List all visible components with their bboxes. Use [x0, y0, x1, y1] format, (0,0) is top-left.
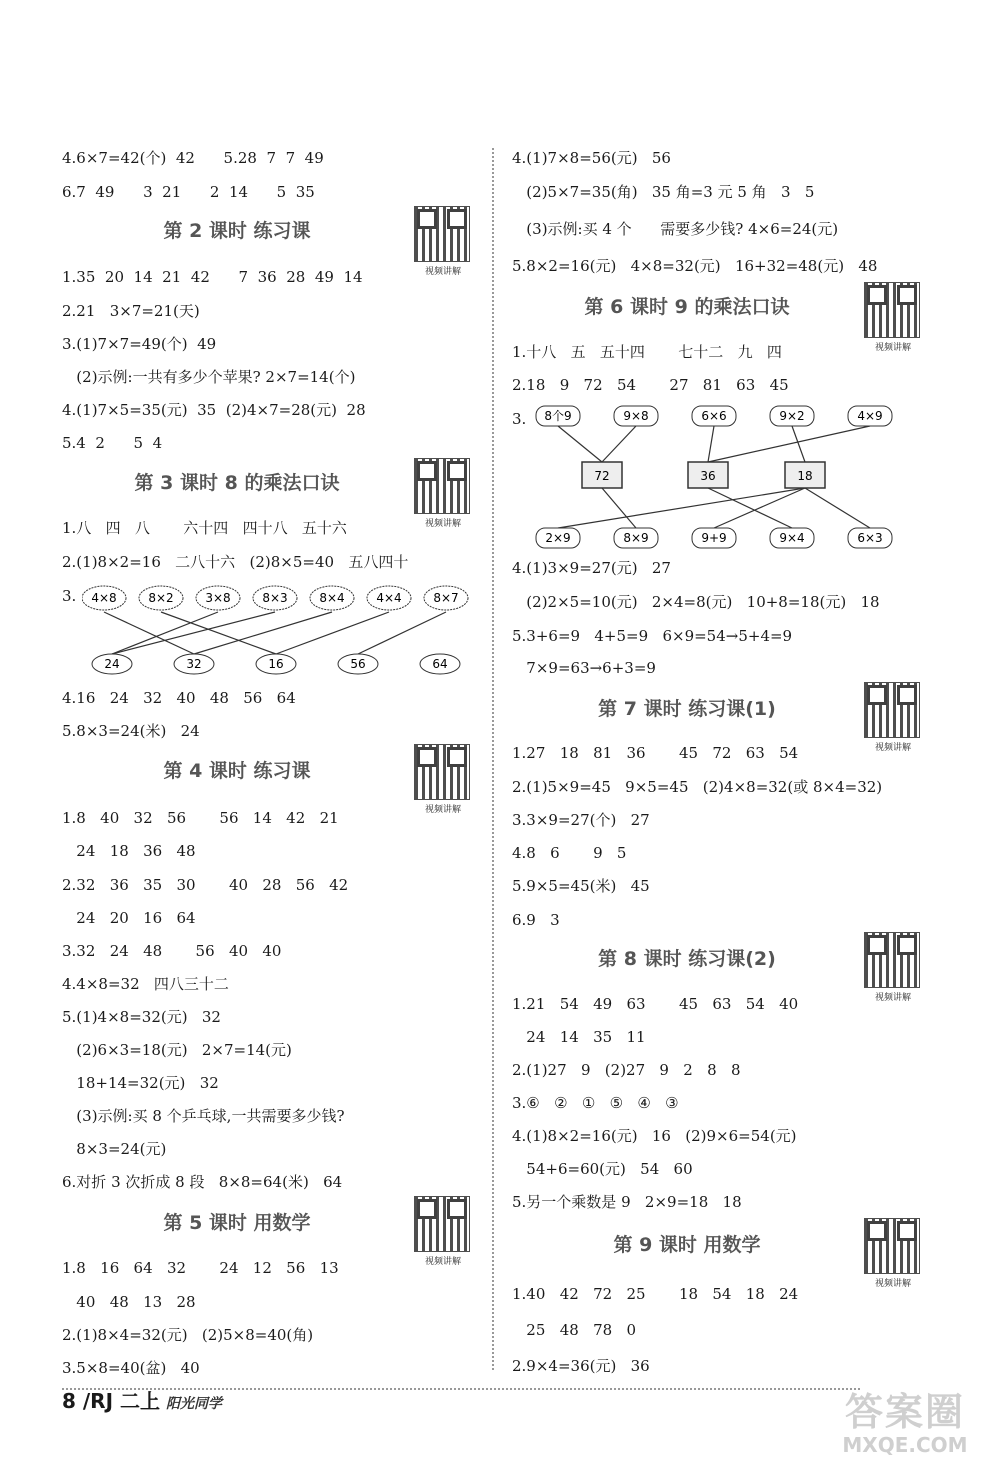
match-line: [602, 488, 636, 528]
answer-line: 18+14=32(元) 32: [62, 1074, 219, 1092]
qr-video[interactable]: [414, 1196, 472, 1267]
product-label: 36: [700, 469, 716, 483]
answer-line: 25 48 78 0: [512, 1321, 637, 1339]
brand-logo: 阳光同学: [166, 1396, 222, 1412]
match-line: [558, 426, 602, 462]
page-footer: [62, 1385, 222, 1414]
qr-caption: 视频讲解: [424, 519, 461, 529]
answer-line: 1.八 四 八 六十四 四十八 五十六: [62, 519, 347, 537]
expression-label: 4×8: [91, 591, 117, 605]
match-line: [602, 426, 636, 462]
qr-code-icon: [414, 744, 470, 800]
answer-line: 5.8×3=24(米) 24: [62, 722, 200, 740]
watermark-logo: [830, 1390, 980, 1460]
answer-line: 5.4 2 5 4: [62, 434, 163, 452]
lesson-heading: 第 9 课时 用数学: [613, 1234, 761, 1256]
qr-code-icon: [864, 682, 920, 738]
lesson-heading: 第 4 课时 练习课: [163, 760, 311, 782]
match-line: [708, 426, 714, 462]
answer-line: 1.8 16 64 32 24 12 56 13: [62, 1259, 339, 1277]
answer-line: 5.9×5=45(米) 45: [512, 877, 650, 895]
answer-line: (3)示例:买 4 个 需要多少钱? 4×6=24(元): [512, 220, 839, 238]
qr-caption: 视频讲解: [874, 743, 911, 753]
lesson-heading: 第 3 课时 8 的乘法口诀: [134, 472, 340, 494]
answer-line: 6.7 49 3 21 2 14 5 35: [62, 183, 315, 201]
answer-line: 3.(1)7×7=49(个) 49: [62, 335, 217, 353]
answer-line: 3.: [62, 587, 77, 605]
match-line: [714, 488, 805, 528]
expression-label: 8×4: [319, 591, 345, 605]
qr-caption: 视频讲解: [424, 1257, 461, 1267]
expression-label: 8个9: [544, 409, 572, 423]
qr-caption: 视频讲解: [874, 993, 911, 1003]
answer-line: (2)示例:一共有多少个苹果? 2×7=14(个): [62, 368, 356, 386]
answer-line: 7×9=63→6+3=9: [512, 659, 656, 677]
product-label: 16: [268, 657, 284, 671]
expression-label: 6×3: [857, 531, 883, 545]
match-line: [558, 488, 805, 528]
answer-line: 6.对折 3 次折成 8 段 8×8=64(米) 64: [62, 1173, 343, 1191]
answer-line: 1.35 20 14 21 42 7 36 28 49 14: [62, 268, 363, 286]
qr-caption: 视频讲解: [424, 267, 461, 277]
qr-code-icon: [414, 206, 470, 262]
match-line: [708, 426, 870, 462]
column-divider: [492, 148, 494, 1370]
answer-line: 2.21 3×7=21(天): [62, 302, 200, 320]
answer-line: 1.27 18 81 36 45 72 63 54: [512, 744, 799, 762]
answer-line: 2.(1)8×2=16 二八十六 (2)8×5=40 五八四十: [62, 553, 409, 571]
product-label: 18: [797, 469, 813, 483]
answer-line: 24 20 16 64: [62, 909, 196, 927]
answer-line: (2)6×3=18(元) 2×7=14(元): [62, 1041, 292, 1059]
match-line: [792, 426, 805, 462]
answer-line: 3.⑥ ② ① ⑤ ④ ③: [512, 1094, 679, 1112]
answer-line: (3)示例:买 8 个乒乓球,一共需要多少钱?: [62, 1107, 345, 1125]
qr-code-icon: [864, 1218, 920, 1274]
match-line: [805, 488, 870, 528]
answer-line: 5.8×2=16(元) 4×8=32(元) 16+32=48(元) 48: [512, 257, 878, 275]
product-label: 72: [594, 469, 610, 483]
qr-code-icon: [414, 458, 470, 514]
qr-code-icon: [414, 1196, 470, 1252]
answer-line: 5.(1)4×8=32(元) 32: [62, 1008, 221, 1026]
answer-line: 6.9 3: [512, 911, 560, 929]
answer-line: 2.(1)8×4=32(元) (2)5×8=40(角): [62, 1326, 314, 1344]
lesson-heading: 第 6 课时 9 的乘法口诀: [584, 296, 790, 318]
product-label: 64: [432, 657, 448, 671]
product-label: 24: [104, 657, 120, 671]
expression-label: 8×2: [148, 591, 174, 605]
qr-video[interactable]: [864, 932, 922, 1003]
match-line: [194, 612, 332, 654]
qr-video[interactable]: [864, 1218, 922, 1289]
matching-diagram-8: [82, 582, 482, 682]
qr-video[interactable]: [414, 206, 472, 277]
answer-line: 4.8 6 9 5: [512, 844, 627, 862]
match-line: [112, 612, 218, 654]
qr-code-icon: [864, 932, 920, 988]
answer-line: 40 48 13 28: [62, 1293, 196, 1311]
lesson-heading: 第 5 课时 用数学: [163, 1212, 311, 1234]
answer-line: 4.6×7=42(个) 42 5.28 7 7 49: [62, 149, 324, 167]
answer-line: 3.32 24 48 56 40 40: [62, 942, 282, 960]
expression-label: 9×4: [779, 531, 805, 545]
answer-line: 24 18 36 48: [62, 842, 196, 860]
match-line: [112, 612, 275, 654]
answer-line: 2.(1)27 9 (2)27 9 2 8 8: [512, 1061, 741, 1079]
lesson-heading: 第 7 课时 练习课(1): [598, 698, 776, 720]
expression-label: 3×8: [205, 591, 231, 605]
answer-line: 3.5×8=40(盆) 40: [62, 1359, 200, 1377]
expression-label: 9+9: [701, 531, 727, 545]
expression-label: 8×7: [433, 591, 459, 605]
qr-video[interactable]: [414, 744, 472, 815]
answer-line: 4.(1)3×9=27(元) 27: [512, 559, 671, 577]
answer-line: (2)5×7=35(角) 35 角=3 元 5 角 3 5: [512, 183, 815, 201]
match-line: [161, 612, 276, 654]
expression-label: 2×9: [545, 531, 571, 545]
answer-line: 3.: [512, 410, 527, 428]
qr-video[interactable]: [864, 682, 922, 753]
answer-line: 8×3=24(元): [62, 1140, 167, 1158]
answer-line: 4.16 24 32 40 48 56 64: [62, 689, 296, 707]
answer-line: 1.21 54 49 63 45 63 54 40: [512, 995, 799, 1013]
answer-line: 3.3×9=27(个) 27: [512, 811, 650, 829]
expression-label: 8×3: [262, 591, 288, 605]
expression-label: 4×4: [376, 591, 402, 605]
expression-label: 4×9: [857, 409, 883, 423]
expression-label: 9×8: [623, 409, 649, 423]
answer-line: 2.(1)5×9=45 9×5=45 (2)4×8=32(或 8×4=32): [512, 778, 883, 796]
product-label: 32: [186, 657, 202, 671]
qr-code-icon: [864, 282, 920, 338]
matching-diagram-9: [530, 402, 930, 552]
expression-label: 9×2: [779, 409, 805, 423]
expression-label: 8×9: [623, 531, 649, 545]
answer-line: 4.(1)7×8=56(元) 56: [512, 149, 671, 167]
answer-line: 1.8 40 32 56 56 14 42 21: [62, 809, 339, 827]
answer-line: 2.18 9 72 54 27 81 63 45: [512, 376, 789, 394]
qr-caption: 视频讲解: [874, 1279, 911, 1289]
answer-line: (2)2×5=10(元) 2×4=8(元) 10+8=18(元) 18: [512, 593, 880, 611]
answer-line: 5.3+6=9 4+5=9 6×9=54→5+4=9: [512, 627, 793, 645]
qr-video[interactable]: [414, 458, 472, 529]
answer-line: 2.9×4=36(元) 36: [512, 1357, 650, 1375]
qr-caption: 视频讲解: [424, 805, 461, 815]
match-line: [104, 612, 194, 654]
answer-line: 1.十八 五 五十四 七十二 九 四: [512, 343, 782, 361]
answer-line: 1.40 42 72 25 18 54 18 24: [512, 1285, 799, 1303]
qr-video[interactable]: [864, 282, 922, 353]
watermark-url: MXQE.COM: [842, 1433, 968, 1457]
answer-line: 4.4×8=32 四八三十二: [62, 975, 229, 993]
qr-caption: 视频讲解: [874, 343, 911, 353]
answer-line: 4.(1)7×5=35(元) 35 (2)4×7=28(元) 28: [62, 401, 366, 419]
answer-line: 24 14 35 11: [512, 1028, 646, 1046]
answer-line: 5.另一个乘数是 9 2×9=18 18: [512, 1193, 742, 1211]
lesson-heading: 第 2 课时 练习课: [163, 220, 311, 242]
page-number: 8 /RJ 二上: [62, 1389, 160, 1413]
watermark-text: 答案圈: [844, 1390, 965, 1434]
answer-line: 4.(1)8×2=16(元) 16 (2)9×6=54(元): [512, 1127, 797, 1145]
match-line: [708, 488, 792, 528]
answer-line: 2.32 36 35 30 40 28 56 42: [62, 876, 349, 894]
expression-label: 6×6: [701, 409, 727, 423]
lesson-heading: 第 8 课时 练习课(2): [598, 948, 776, 970]
answer-line: 54+6=60(元) 54 60: [512, 1160, 693, 1178]
product-label: 56: [350, 657, 366, 671]
